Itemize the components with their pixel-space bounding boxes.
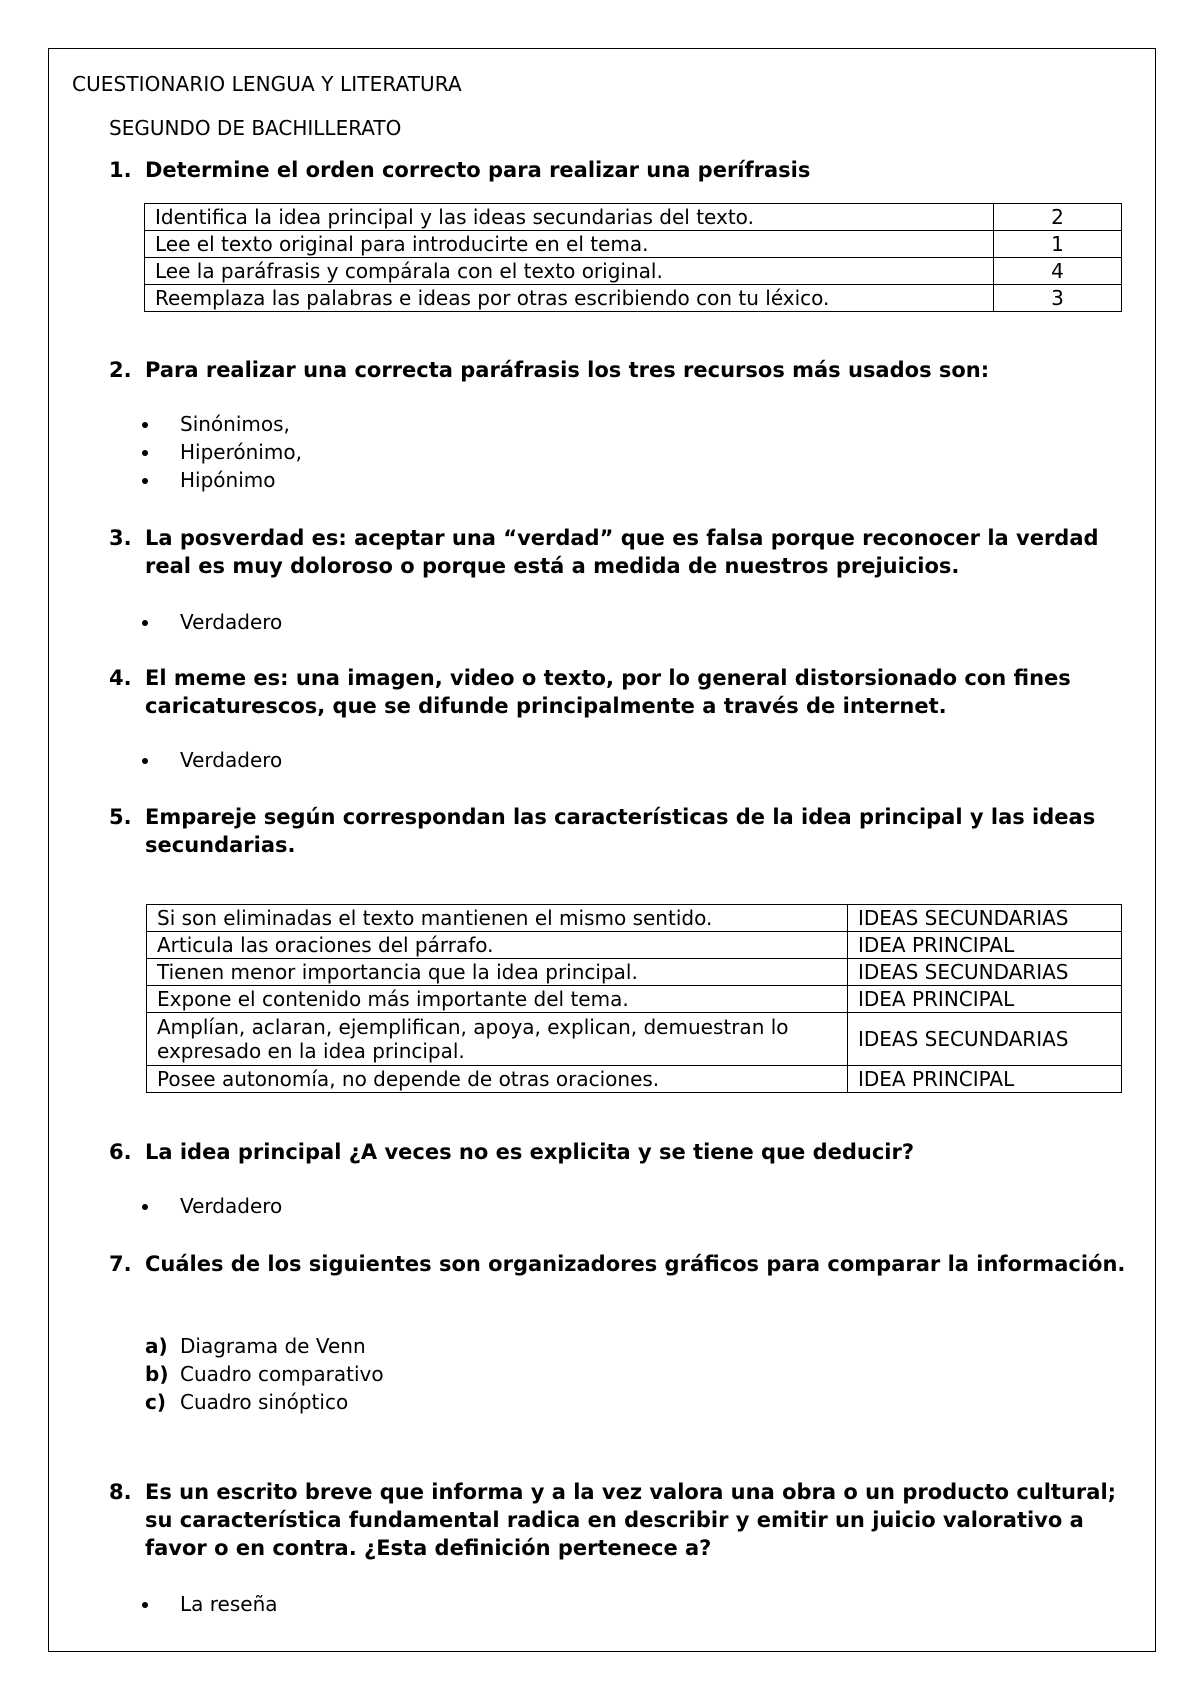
- question-6: [109, 1138, 1139, 1166]
- feature-cell: Tienen menor importancia que la idea principal.: [147, 959, 848, 986]
- matching-table: [146, 904, 1122, 1093]
- list-item: [145, 1388, 384, 1416]
- order-cell: 3: [994, 285, 1122, 312]
- question-text: Determine el orden correcto para realizar una perífrasis: [145, 158, 811, 182]
- feature-cell: Posee autonomía, no depende de otras oraciones.: [147, 1066, 848, 1093]
- question-text: Cuáles de los siguientes son organizadores gráficos para comparar la información.: [145, 1252, 1126, 1276]
- feature-cell: Articula las oraciones del párrafo.: [147, 932, 848, 959]
- table-row: [147, 932, 1122, 959]
- order-table: [144, 203, 1122, 312]
- list-item: Sinónimos,: [142, 410, 302, 438]
- list-item: Verdadero: [142, 746, 282, 774]
- feature-cell: Amplían, aclaran, ejemplifican, apoya, explican, demuestran lo expresado en la idea principal.: [147, 1013, 848, 1066]
- question-text: Para realizar una correcta paráfrasis los tres recursos más usados son:: [145, 358, 990, 382]
- question-1: [109, 156, 1139, 184]
- question-number: 8.: [109, 1480, 132, 1504]
- question-3: [109, 524, 1139, 580]
- option-letter: c): [145, 1390, 166, 1414]
- option-text: Cuadro comparativo: [180, 1362, 384, 1386]
- table-row: [145, 231, 1122, 258]
- question-number: 7.: [109, 1252, 132, 1276]
- question-text: La idea principal ¿A veces no es explicita y se tiene que deducir?: [145, 1140, 915, 1164]
- order-cell: 1: [994, 231, 1122, 258]
- question-number: 2.: [109, 358, 132, 382]
- table-row: [145, 204, 1122, 231]
- document-title: CUESTIONARIO LENGUA Y LITERATURA: [72, 72, 462, 96]
- document-subtitle: SEGUNDO DE BACHILLERATO: [109, 116, 402, 140]
- feature-cell: Si son eliminadas el texto mantienen el mismo sentido.: [147, 905, 848, 932]
- question-number: 3.: [109, 526, 132, 550]
- question-7: [109, 1250, 1139, 1278]
- feature-cell: Expone el contenido más importante del tema.: [147, 986, 848, 1013]
- table-row: [147, 959, 1122, 986]
- question-number: 1.: [109, 158, 132, 182]
- list-item: [145, 1332, 384, 1360]
- option-text: Diagrama de Venn: [180, 1334, 366, 1358]
- step-cell: Lee el texto original para introducirte en el tema.: [145, 231, 994, 258]
- answer-list: [142, 1192, 282, 1220]
- question-text: El meme es: una imagen, video o texto, por lo general distorsionado con fines caricaturescos, que se difunde principalmente a través de internet.: [145, 666, 1071, 718]
- question-4: [109, 664, 1139, 720]
- option-text: Cuadro sinóptico: [180, 1390, 349, 1414]
- type-cell: IDEAS SECUNDARIAS: [848, 959, 1122, 986]
- type-cell: IDEA PRINCIPAL: [848, 1066, 1122, 1093]
- list-item: [145, 1360, 384, 1388]
- order-cell: 2: [994, 204, 1122, 231]
- question-number: 5.: [109, 805, 132, 829]
- question-2: [109, 356, 1139, 384]
- question-5: [109, 803, 1139, 859]
- options-list: [145, 1332, 384, 1416]
- option-letter: a): [145, 1334, 168, 1358]
- type-cell: IDEA PRINCIPAL: [848, 932, 1122, 959]
- question-number: 4.: [109, 666, 132, 690]
- table-row: [147, 1066, 1122, 1093]
- question-text: Empareje según correspondan las características de la idea principal y las ideas secundarias.: [145, 805, 1096, 857]
- question-text: La posverdad es: aceptar una “verdad” que es falsa porque reconocer la verdad real es muy doloroso o porque está a medida de nuestros prejuicios.: [145, 526, 1099, 578]
- table-row: [145, 258, 1122, 285]
- answer-list: [142, 608, 282, 636]
- option-letter: b): [145, 1362, 169, 1386]
- step-cell: Identifica la idea principal y las ideas secundarias del texto.: [145, 204, 994, 231]
- list-item: Hiperónimo,: [142, 438, 302, 466]
- order-cell: 4: [994, 258, 1122, 285]
- list-item: La reseña: [142, 1590, 278, 1618]
- answer-list: [142, 746, 282, 774]
- table-row: [147, 1013, 1122, 1066]
- answer-list: [142, 410, 302, 494]
- table-row: [145, 285, 1122, 312]
- table-row: [147, 905, 1122, 932]
- answer-list: [142, 1590, 278, 1618]
- type-cell: IDEAS SECUNDARIAS: [848, 1013, 1122, 1066]
- list-item: Verdadero: [142, 608, 282, 636]
- table-row: [147, 986, 1122, 1013]
- type-cell: IDEA PRINCIPAL: [848, 986, 1122, 1013]
- list-item: Hipónimo: [142, 466, 302, 494]
- step-cell: Lee la paráfrasis y compárala con el texto original.: [145, 258, 994, 285]
- question-8: [109, 1478, 1139, 1562]
- question-number: 6.: [109, 1140, 132, 1164]
- step-cell: Reemplaza las palabras e ideas por otras escribiendo con tu léxico.: [145, 285, 994, 312]
- type-cell: IDEAS SECUNDARIAS: [848, 905, 1122, 932]
- list-item: Verdadero: [142, 1192, 282, 1220]
- question-text: Es un escrito breve que informa y a la vez valora una obra o un producto cultural; su característica fundamental radica en describir y emitir un juicio valorativo a favor o en contra. ¿Esta definición pertenece a?: [145, 1480, 1117, 1560]
